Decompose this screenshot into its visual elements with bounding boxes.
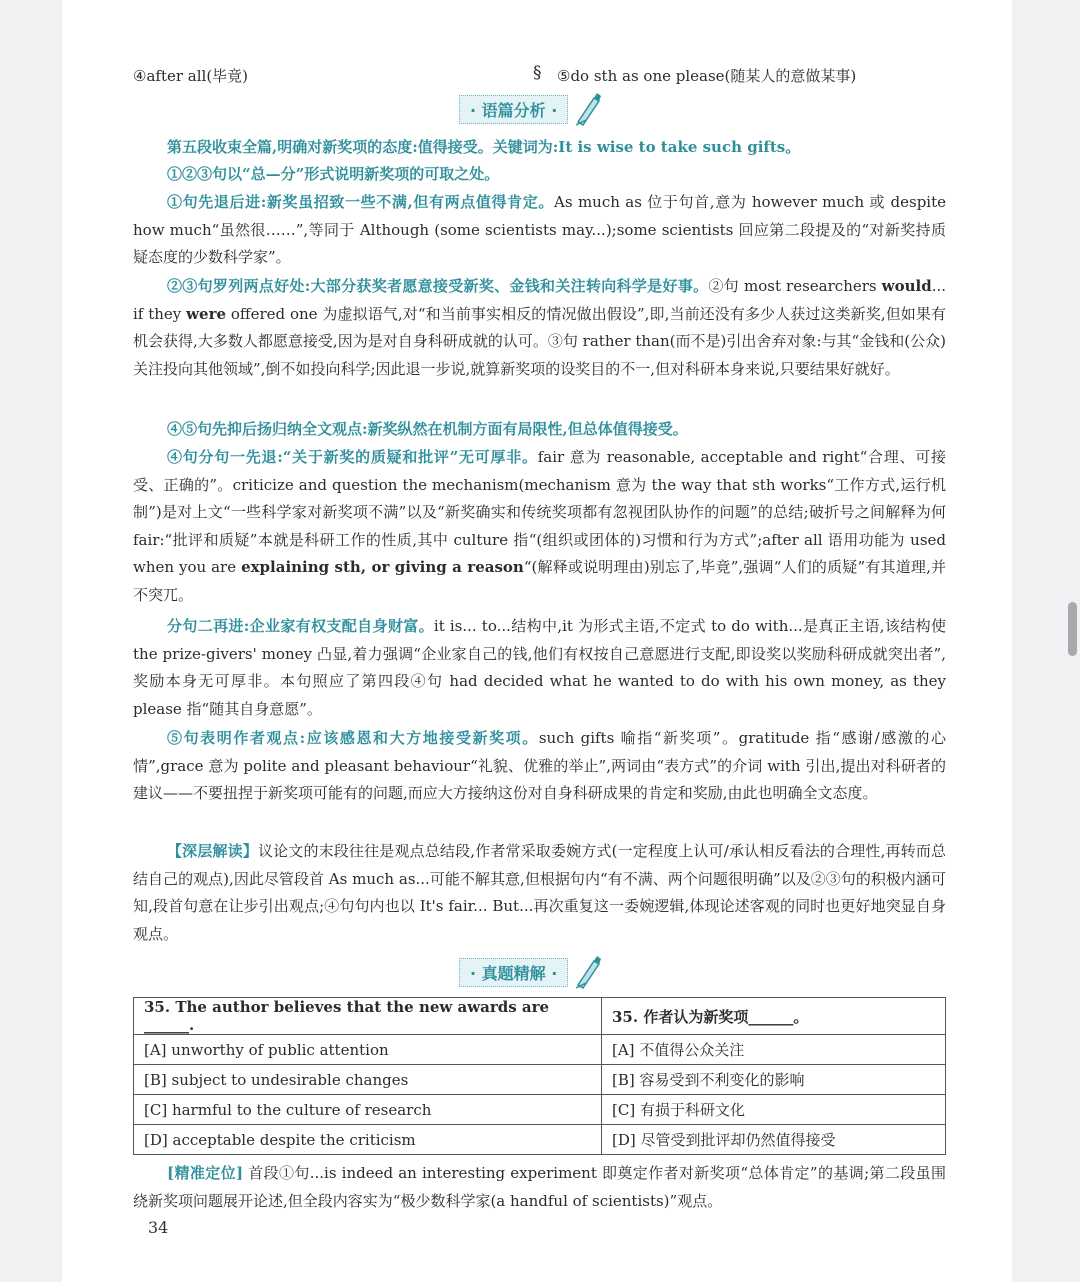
option-c-zh: [C] 有损于科研文化 bbox=[602, 1095, 946, 1125]
pen-icon bbox=[574, 92, 602, 126]
precise-location: [精准定位] 首段①句...is indeed an interesting experiment 即奠定作者对新奖项“总体肯定”的基调;第二段虽围绕新奖项问题展开论述,但全段内容实为“极少数科学家(a handful of scientists)”观点。 bbox=[133, 1164, 947, 1210]
table-row bbox=[134, 1065, 946, 1095]
analysis-clause-1: ④句分句一先退:“关于新奖的质疑和批评”无可厚非。fair 意为 reasonable, acceptable and right“合理、可接受、正确的”。criticize and question the mechanism(mechanism 意为 the way that sth works“工作方式,运行机制”)是对上文“一些科学家对新奖项不满”以及“新奖确实和传统奖项都有忽视团队协作的问题”的总结;破折号之间解释为何 fair:“批评和质疑”本就是科研工作的性质,其中 culture 指“(组织或团体的)习惯和行为方式”;after all 语用功能为 used when you are explaining sth, or giving a reason“(解释或说明理由)别忘了,毕竟”,强调“人们的质疑”有其道理,并不突兀。 bbox=[133, 448, 947, 604]
analysis-sentence-4-5: ④⑤句先抑后扬归纳全文观点:新奖纵然在机制方面有局限性,但总体值得接受。 bbox=[167, 420, 688, 438]
section-title: · 语篇分析 · bbox=[459, 95, 568, 124]
question-stem-en: 35. The author believes that the new awards are ______. bbox=[134, 998, 602, 1035]
analysis-clause-2: 分句二再进:企业家有权支配自身财富。it is... to...结构中,it 为形式主语,不定式 to do with...是真正主语,该结构使 the prize-givers' money 凸显,着力强调“企业家自己的钱,他们有权按自己意愿进行支配,即设奖以奖励科研成就突出者”,奖励本身无可厚非。本句照应了第四段④句 had decided what he wanted to do with his own money, as they please 指“随其自身意愿”。 bbox=[133, 617, 946, 718]
analysis-sentence-1: ①句先退后进:新奖虽招致一些不满,但有两点值得肯定。As much as 位于句首,意为 however much 或 despite how much“虽然很……”,等同于 Although (some scientists may...);some scientists 回应第二段提及的“对新奖持质疑态度的少数科学家”。 bbox=[133, 193, 947, 266]
analysis-overview: ①②③句以“总—分”形式说明新奖项的可取之处。 bbox=[167, 165, 500, 183]
option-b-en: [B] subject to undesirable changes bbox=[134, 1065, 602, 1095]
question-table bbox=[133, 997, 946, 1155]
option-c-en: [C] harmful to the culture of research bbox=[134, 1095, 602, 1125]
option-d-zh: [D] 尽管受到批评却仍然值得接受 bbox=[602, 1125, 946, 1155]
analysis-sentence-5: ⑤句表明作者观点:应该感恩和大方地接受新奖项。such gifts 喻指“新奖项”。gratitude 指“感谢/感激的心情”,grace 意为 polite and pleasant behaviour“礼貌、优雅的举止”,两词由“表方式”的介词 with 引出,提出对科研者的建议——不要扭捏于新奖项可能有的问题,而应大方接纳这份对自身科研成果的肯定和奖励,由此也明确全文态度。 bbox=[133, 729, 946, 802]
section-title: · 真题精解 · bbox=[459, 958, 568, 987]
analysis-summary: 第五段收束全篇,明确对新奖项的态度:值得接受。关键词为:It is wise to take such gifts。 bbox=[167, 138, 801, 156]
pen-icon bbox=[574, 955, 602, 989]
table-row bbox=[134, 1095, 946, 1125]
option-a-en: [A] unworthy of public attention bbox=[134, 1035, 602, 1065]
option-a-zh: [A] 不值得公众关注 bbox=[602, 1035, 946, 1065]
deep-interpretation: 【深层解读】议论文的末段往往是观点总结段,作者常采取委婉方式(一定程度上认可/承认相反看法的合理性,再转而总结自己的观点),因此尽管段首 As much as...可能不解其意,但根据句内“有不满、两个问题很明确”以及②③句的积极内涵可知,段首句意在让步引出观点;④句句内也以 It's fair... But...再次重复这一委婉逻辑,体现论述客观的同时也更好地突显自身观点。 bbox=[133, 842, 946, 943]
section-banner-exam-explanation bbox=[459, 957, 602, 987]
question-stem-zh: 35. 作者认为新奖项______。 bbox=[602, 998, 946, 1035]
margin-mark: § bbox=[533, 63, 542, 83]
table-row bbox=[134, 1035, 946, 1065]
section-banner-discourse-analysis bbox=[459, 94, 602, 124]
page-number: 34 bbox=[148, 1218, 169, 1237]
vocab-item-do-sth: ⑤do sth as one please(随某人的意做某事) bbox=[557, 67, 857, 85]
option-b-zh: [B] 容易受到不利变化的影响 bbox=[602, 1065, 946, 1095]
vocab-item-after-all: ④after all(毕竟) bbox=[133, 67, 249, 85]
analysis-sentence-2-3: ②③句罗列两点好处:大部分获奖者愿意接受新奖、金钱和关注转向科学是好事。②句 most researchers would... if they were offered one 为虚拟语气,对“和当前事实相反的情况做出假设”,即,当前还没有多少人获过这类新奖,但如果有机会获得,大多数人都愿意接受,因为是对自身科研成就的认可。③句 rather than(而不是)引出舍弃对象:与其“金钱和(公众)关注投向其他领域”,倒不如投向科学;因此退一步说,就算新奖项的设奖目的不一,但对科研本身来说,只要结果好就好。 bbox=[133, 277, 946, 378]
table-row bbox=[134, 1125, 946, 1155]
scrollbar-thumb[interactable] bbox=[1068, 602, 1077, 656]
option-d-en: [D] acceptable despite the criticism bbox=[134, 1125, 602, 1155]
table-row bbox=[134, 998, 946, 1035]
